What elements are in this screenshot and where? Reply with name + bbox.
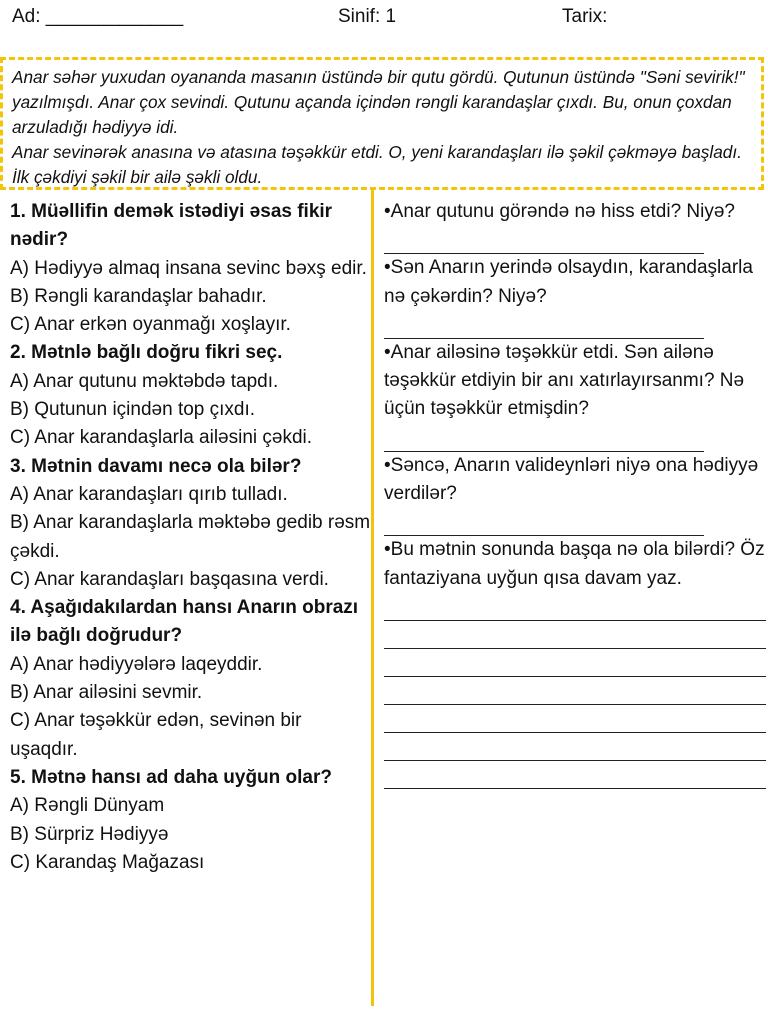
open-question-1: •Anar qutunu görəndə nə hiss etdi? Niyə? bbox=[384, 201, 735, 222]
answer-option: B) Sürpriz Hədiyyə bbox=[10, 823, 169, 845]
answer-option: C) Anar karandaşlarla ailəsini çəkdi. bbox=[10, 427, 313, 449]
open-questions-section bbox=[384, 198, 766, 789]
multiple-choice-section bbox=[10, 198, 372, 877]
answer-option: A) Anar hədiyyələrə laqeyddir. bbox=[10, 653, 263, 675]
question-3 bbox=[10, 453, 372, 594]
question-2 bbox=[10, 339, 372, 452]
answer-line[interactable] bbox=[384, 508, 704, 536]
date-label: Tarix: bbox=[562, 6, 608, 27]
question-4 bbox=[10, 594, 372, 764]
answer-option: C) Karandaş Mağazası bbox=[10, 851, 205, 873]
answer-option: B) Rəngli karandaşlar bahadır. bbox=[10, 285, 267, 307]
answer-option: C) Anar erkən oyanmağı xoşlayır. bbox=[10, 314, 291, 336]
question-title: 2. Mətnlə bağlı doğru fikri seç. bbox=[10, 342, 283, 364]
answer-line[interactable] bbox=[384, 733, 766, 761]
answer-option: B) Anar karandaşlarla məktəbə gedib rəsm çəkdi. bbox=[10, 512, 371, 562]
answer-line[interactable] bbox=[384, 424, 704, 452]
question-title: 3. Mətnin davamı necə ola bilər? bbox=[10, 455, 302, 477]
question-1 bbox=[10, 198, 372, 339]
question-title: 5. Mətnə hansı ad daha uyğun olar? bbox=[10, 766, 332, 788]
class-label: Sinif: 1 bbox=[338, 6, 397, 27]
answer-line[interactable] bbox=[384, 761, 766, 789]
answer-option: A) Anar qutunu məktəbdə tapdı. bbox=[10, 370, 279, 392]
answer-line[interactable] bbox=[384, 705, 766, 733]
question-title: 1. Müəllifin demək istədiyi əsas fikir nədir? bbox=[10, 201, 333, 251]
worksheet-header bbox=[0, 6, 768, 36]
answer-option: B) Anar ailəsini sevmir. bbox=[10, 682, 203, 704]
open-question-3: •Anar ailəsinə təşəkkür etdi. Sən ailənə təşəkkür etdiyin bir anı xatırlayırsanmı? Nə üçün təşəkkür etmişdin? bbox=[384, 341, 745, 420]
answer-option: A) Rəngli Dünyam bbox=[10, 795, 165, 817]
open-question-4: •Səncə, Anarın valideynləri niyə ona hədiyyə verdilər? bbox=[384, 454, 759, 505]
name-field-label: Ad: _____________ bbox=[12, 6, 184, 27]
passage-paragraph-1: Anar səhər yuxudan oyananda masanın üstündə bir qutu gördü. Qutunun üstündə "Səni sevirik!" yazılmışdı. Anar çox sevindi. Qutunu açanda içindən rəngli karandaşlar çıxdı. Bu, onun çoxdan arzuladığı hədiyyə idi. bbox=[12, 67, 745, 137]
question-title: 4. Aşağıdakılardan hansı Anarın obrazı ilə bağlı doğrudur? bbox=[10, 597, 359, 647]
passage-paragraph-2: Anar sevinərək anasına və atasına təşəkkür etdi. O, yeni karandaşları ilə şəkil çəkməyə başladı. İlk çəkdiyi şəkil bir ailə şəkli oldu. bbox=[12, 142, 742, 187]
question-5 bbox=[10, 764, 372, 877]
reading-passage bbox=[0, 57, 764, 190]
open-question-2: •Sən Anarın yerində olsaydın, karandaşlarla nə çəkərdin? Niyə? bbox=[384, 257, 753, 307]
answer-line[interactable] bbox=[384, 593, 766, 621]
answer-line[interactable] bbox=[384, 226, 704, 254]
answer-option: A) Hədiyyə almaq insana sevinc bəxş edir. bbox=[10, 257, 367, 279]
open-question-5: •Bu mətnin sonunda başqa nə ola bilərdi? Öz fantaziyana uyğun qısa davam yaz. bbox=[384, 539, 765, 589]
answer-option: B) Qutunun içindən top çıxdı. bbox=[10, 399, 256, 421]
answer-line[interactable] bbox=[384, 311, 704, 339]
answer-line[interactable] bbox=[384, 649, 766, 677]
answer-option: A) Anar karandaşları qırıb tulladı. bbox=[10, 483, 288, 505]
answer-option: C) Anar karandaşları başqasına verdi. bbox=[10, 568, 329, 590]
answer-line[interactable] bbox=[384, 621, 766, 649]
answer-line[interactable] bbox=[384, 677, 766, 705]
answer-option: C) Anar təşəkkür edən, sevinən bir uşaqdır. bbox=[10, 710, 302, 760]
